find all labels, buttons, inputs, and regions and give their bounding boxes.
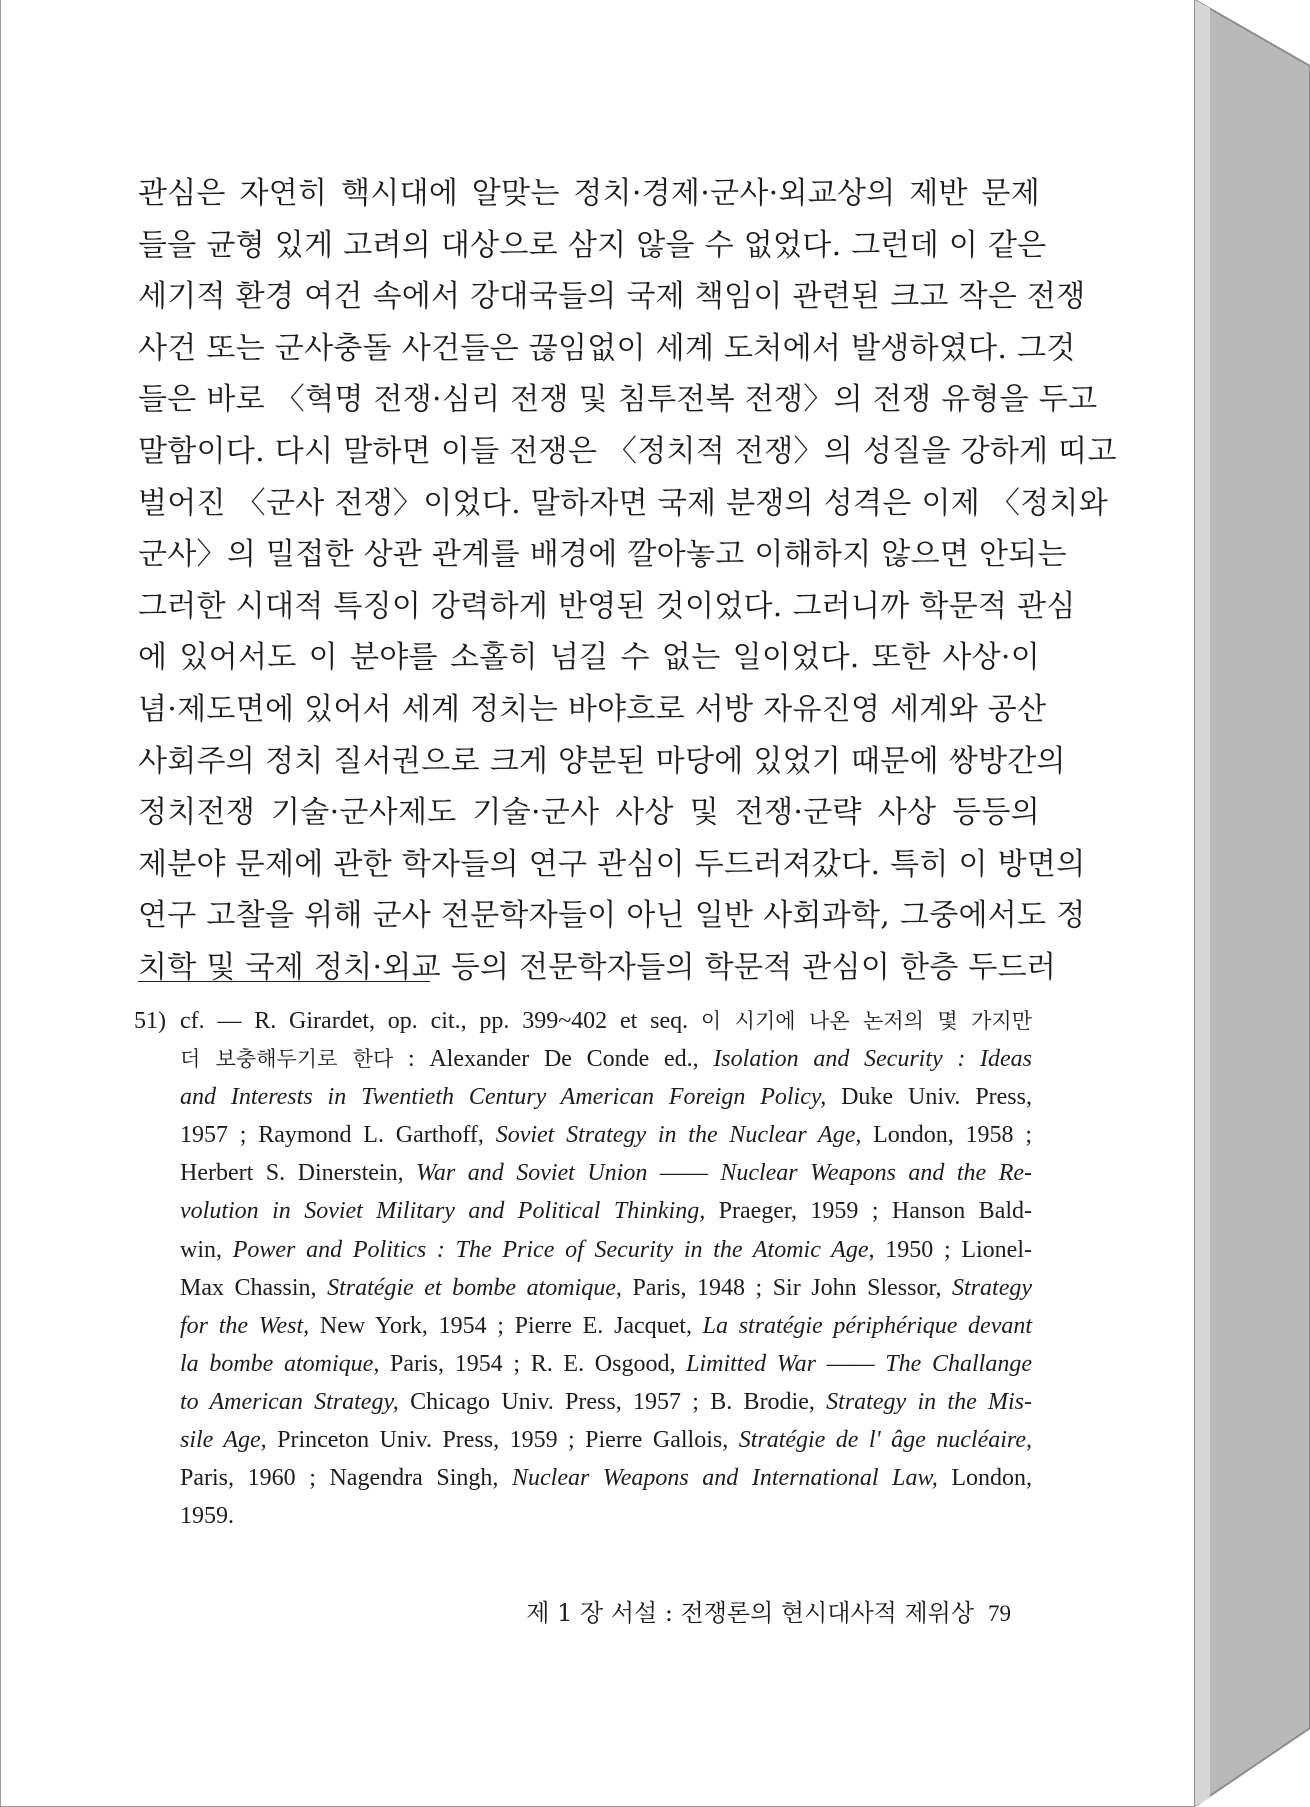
- footnote-title: La stratégie périphérique devant: [702, 1312, 1033, 1339]
- book-side-panel: [1195, 0, 1310, 1806]
- footnote-text: Duke Univ. Press,: [826, 1084, 1032, 1111]
- body-line: 사회주의 정치 질서권으로 크게 양분된 마당에 있었기 때문에 쌍방간의: [138, 743, 1066, 779]
- body-line: 말함이다. 다시 말하면 이들 전쟁은 〈정치적 전쟁〉의 성질을 강하게 띠고: [138, 433, 1117, 469]
- footnote-text: London, 1958 ;: [861, 1122, 1032, 1149]
- footnote-text: 1950 ; Lionel-: [874, 1236, 1032, 1263]
- body-line: 세기적 환경 여건 속에서 강대국들의 국제 책임이 관련된 크고 작은 전쟁: [138, 279, 1086, 315]
- footnote-title: Soviet Strategy in the Nuclear Age,: [495, 1122, 862, 1149]
- footnote-title: Power and Politics : The Price of Security in the Atomic Age,: [232, 1236, 875, 1263]
- book-side-highlight: [1195, 0, 1210, 1806]
- body-line: 제분야 문제에 관한 학자들의 연구 관심이 두드러져갔다. 특히 이 방면의: [138, 846, 1086, 882]
- footnote-title: Limitted War ―― The Challange: [686, 1350, 1032, 1377]
- footnote-number: 51): [134, 1008, 166, 1034]
- body-line: 연구 고찰을 위해 군사 전문학자들이 아닌 일반 사회과학, 그중에서도 정: [138, 898, 1086, 934]
- footnote-text-korean: 더 보충해두기로 한다: [180, 1047, 394, 1072]
- body-line: 념·제도면에 있어서 세계 정치는 바야흐로 서방 자유진영 세계와 공산: [138, 691, 1047, 727]
- footnote-text: London,: [937, 1465, 1032, 1492]
- footnote-title: and Interests in Twentieth Century American Foreign Policy,: [180, 1084, 827, 1111]
- footnote-text: 1957 ; Raymond L. Garthoff,: [180, 1122, 496, 1149]
- footnote-text: Princeton Univ. Press, 1959 ; Pierre Gallois,: [266, 1427, 739, 1454]
- footnote-title: for the West,: [180, 1312, 310, 1339]
- body-line: 들은 바로 〈혁명 전쟁·심리 전쟁 및 침투전복 전쟁〉의 전쟁 유형을 두고: [138, 382, 1098, 418]
- body-line: 에 있어서도 이 분야를 소홀히 넘길 수 없는 일이었다. 또한 사상·이: [138, 640, 1040, 676]
- footnote-title: sile Age,: [180, 1427, 267, 1454]
- footnote-text: Paris, 1954 ; R. E. Osgood,: [379, 1350, 687, 1377]
- footnote-text: Paris, 1960 ; Nagendra Singh,: [180, 1465, 512, 1492]
- footnote-text: Chicago Univ. Press, 1957 ; B. Brodie,: [398, 1388, 827, 1415]
- body-line: 그러한 시대적 특징이 강력하게 반영된 것이었다. 그러니까 학문적 관심: [138, 588, 1076, 624]
- footnote-title: la bombe atomique,: [180, 1350, 380, 1377]
- page-number: 79: [988, 1601, 1011, 1626]
- footnote-title: Stratégie et bombe atomique,: [327, 1274, 622, 1301]
- body-line: 정치전쟁 기술·군사제도 기술·군사 사상 및 전쟁·군략 사상 등등의: [138, 795, 1040, 831]
- footnote-text: win,: [180, 1236, 233, 1263]
- footnote-title: Nuclear Weapons and International Law,: [511, 1465, 938, 1492]
- footnote-text: : Alexander De Conde ed.,: [393, 1046, 714, 1073]
- footnote-text: Paris, 1948 ; Sir John Slessor,: [621, 1274, 953, 1301]
- footnote-text: Max Chassin,: [180, 1274, 328, 1301]
- footnote-title: Strategy: [952, 1274, 1032, 1301]
- body-line: 치학 및 국제 정치·외교 등의 전문학자들의 학문적 관심이 한층 두드러: [138, 949, 1057, 985]
- footnote-text: New York, 1954 ; Pierre E. Jacquet,: [309, 1312, 703, 1339]
- footnote-title: Strategy in the Mis-: [826, 1388, 1032, 1415]
- footnote-text: cf. — R. Girardet, op. cit., pp. 399~402 et seq.: [180, 1008, 701, 1034]
- footnote-title: Isolation and Security : Ideas: [713, 1046, 1032, 1073]
- footnote-text-korean: 이 시기에 나온 논저의 몇 가지만: [700, 1009, 1032, 1033]
- body-line: 군사〉의 밀접한 상관 관계를 배경에 깔아놓고 이해하지 않으면 안되는: [138, 537, 1067, 573]
- footnote-title: War and Soviet Union ―― Nuclear Weapons and the Re-: [416, 1160, 1033, 1187]
- body-line: 들을 균형 있게 고려의 대상으로 삼지 않을 수 없었다. 그런데 이 같은: [138, 227, 1047, 263]
- footnote-text: 1959.: [180, 1503, 234, 1530]
- footnote-text: Herbert S. Dinerstein,: [180, 1160, 417, 1187]
- chapter-title: 제 1 장 서설 : 전쟁론의 현시대사적 제위상: [526, 1599, 974, 1627]
- footnote-text: Praeger, 1959 ; Hanson Bald-: [705, 1198, 1033, 1225]
- body-line: 벌어진 〈군사 전쟁〉이었다. 말하자면 국제 분쟁의 성격은 이제 〈정치와: [138, 485, 1108, 521]
- body-line: 관심은 자연히 핵시대에 알맞는 정치·경제·군사·외교상의 제반 문제: [138, 176, 1040, 211]
- footnote-title: Stratégie de l' âge nucléaire,: [738, 1427, 1032, 1454]
- body-line: 사건 또는 군사충돌 사건들은 끊임없이 세계 도처에서 발생하였다. 그것: [138, 330, 1076, 366]
- footnote-title: to American Strategy,: [180, 1388, 399, 1415]
- footnote-title: volution in Soviet Military and Political Thinking,: [180, 1198, 706, 1225]
